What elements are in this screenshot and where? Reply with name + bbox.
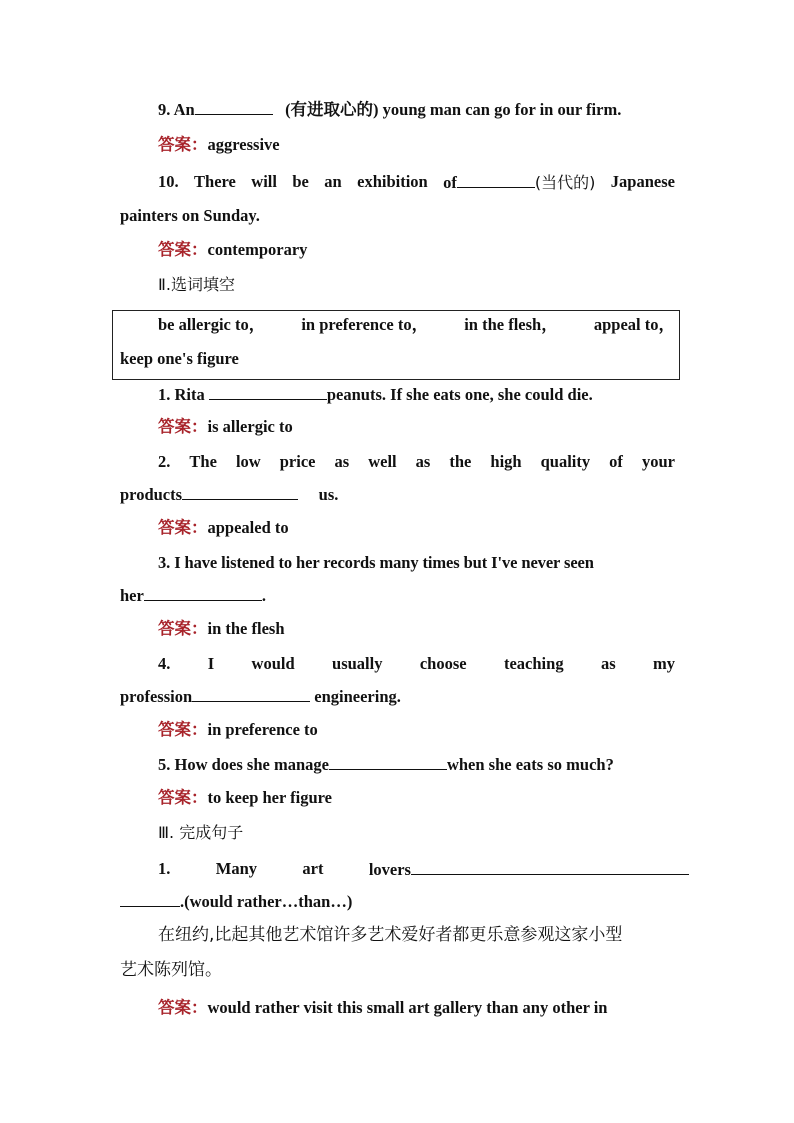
answer-blank	[411, 858, 689, 875]
answer-blank	[182, 483, 298, 500]
word: 10.	[158, 172, 179, 191]
answer-label: 答案：	[158, 135, 208, 154]
fill-answer-1	[158, 416, 675, 438]
word-option: in preference to，	[301, 315, 429, 334]
answer-blank	[457, 171, 535, 188]
word-box-line-1	[158, 314, 675, 336]
answer-text: in the flesh	[207, 619, 285, 638]
word: 4.	[158, 654, 171, 673]
question-text: 5. How does she manage	[158, 755, 329, 774]
fill-answer-2	[158, 517, 675, 539]
question-text: (有进取心的) young man can go for in our firm.	[285, 100, 622, 119]
word: as	[600, 654, 616, 673]
fill-question-1	[158, 383, 675, 406]
word: price	[279, 452, 316, 471]
word: products	[120, 485, 183, 504]
word: There	[194, 172, 236, 191]
word: her	[120, 586, 144, 605]
word: as	[415, 452, 431, 471]
word: the	[449, 452, 472, 471]
question-text: peanuts. If she eats one, she could die.	[326, 385, 593, 404]
word: lovers	[368, 860, 411, 879]
word: us.	[318, 485, 339, 504]
fill-question-3-line-2	[120, 584, 675, 607]
fill-answer-3	[158, 618, 675, 640]
word: profession	[120, 687, 193, 706]
sentence-answer-1	[158, 997, 675, 1019]
section-heading: Ⅱ.选词填空	[158, 275, 235, 294]
answer-blank	[209, 383, 327, 400]
section-heading: Ⅲ. 完成句子	[158, 823, 244, 842]
answer-text: would rather visit this small art gallery than any other in	[207, 998, 608, 1017]
word: an	[324, 172, 342, 191]
word: of	[609, 452, 623, 471]
word: The	[189, 452, 217, 471]
word-option: be allergic to，	[158, 315, 266, 334]
word: .	[261, 586, 266, 605]
question-10-line-2: painters on Sunday.	[120, 206, 260, 225]
answer-blank	[195, 98, 273, 115]
word: my	[653, 654, 675, 673]
answer-blank	[192, 685, 310, 702]
word: low	[235, 452, 261, 471]
fill-question-2-line-2	[120, 483, 675, 506]
word-box-line-2: keep one's figure	[120, 349, 239, 368]
answer-text: to keep her figure	[207, 788, 332, 807]
answer-blank	[329, 753, 447, 770]
word: Many	[215, 859, 257, 878]
fill-question-4-line-1	[158, 653, 675, 675]
word-option: in the flesh，	[464, 315, 558, 334]
question-9	[158, 98, 675, 121]
fill-question-4-line-2	[120, 685, 675, 708]
hint-text: .(would rather…than…)	[180, 892, 353, 911]
question-text: 9. An	[158, 100, 195, 119]
word: would	[251, 654, 295, 673]
sentence-question-1-line-2	[120, 890, 675, 913]
answer-label: 答案：	[158, 720, 208, 739]
word: as	[334, 452, 350, 471]
chinese-sentence: 在纽约,比起其他艺术馆许多艺术爱好者都更乐意参观这家小型	[158, 925, 623, 945]
word: exhibition	[357, 172, 428, 191]
answer-text: in preference to	[207, 720, 318, 739]
answer-text: contemporary	[207, 240, 308, 259]
word-option: appeal to，	[593, 315, 675, 334]
answer-label: 答案：	[158, 240, 208, 259]
question-text: 1. Rita	[158, 385, 205, 404]
word: of	[443, 173, 457, 192]
answer-label: 答案：	[158, 619, 208, 638]
word: engineering.	[314, 687, 401, 706]
fill-answer-5	[158, 787, 675, 809]
answer-text: is allergic to	[207, 417, 293, 436]
answer-label: 答案：	[158, 518, 208, 537]
word: Japanese	[610, 172, 675, 191]
answer-blank	[144, 584, 262, 601]
fill-question-2-line-1	[158, 451, 675, 473]
word: choose	[419, 654, 467, 673]
fill-question-3-line-1: 3. I have listened to her records many times but I've never seen	[158, 553, 594, 572]
word: high	[490, 452, 522, 471]
word: art	[302, 859, 324, 878]
word: your	[641, 452, 675, 471]
chinese-hint: (当代的)	[534, 173, 596, 192]
word: 2.	[158, 452, 171, 471]
fill-answer-4	[158, 719, 675, 741]
question-10-line-1	[158, 171, 675, 194]
answer-text: appealed to	[207, 518, 289, 537]
answer-label: 答案：	[158, 998, 208, 1017]
word: will	[251, 172, 277, 191]
word: usually	[332, 654, 383, 673]
answer-10	[158, 239, 675, 261]
answer-9	[158, 134, 675, 156]
fill-question-5	[158, 753, 675, 776]
word: teaching	[503, 654, 564, 673]
answer-text: aggressive	[207, 135, 280, 154]
sentence-question-1-line-1	[158, 858, 689, 881]
answer-label: 答案：	[158, 417, 208, 436]
answer-blank	[120, 890, 180, 907]
answer-label: 答案：	[158, 788, 208, 807]
word: I	[207, 654, 215, 673]
word: 1.	[158, 859, 171, 878]
chinese-sentence: 艺术陈列馆。	[120, 960, 222, 980]
question-text: when she eats so much?	[446, 755, 614, 774]
word: be	[292, 172, 309, 191]
word: well	[368, 452, 397, 471]
word: quality	[540, 452, 591, 471]
